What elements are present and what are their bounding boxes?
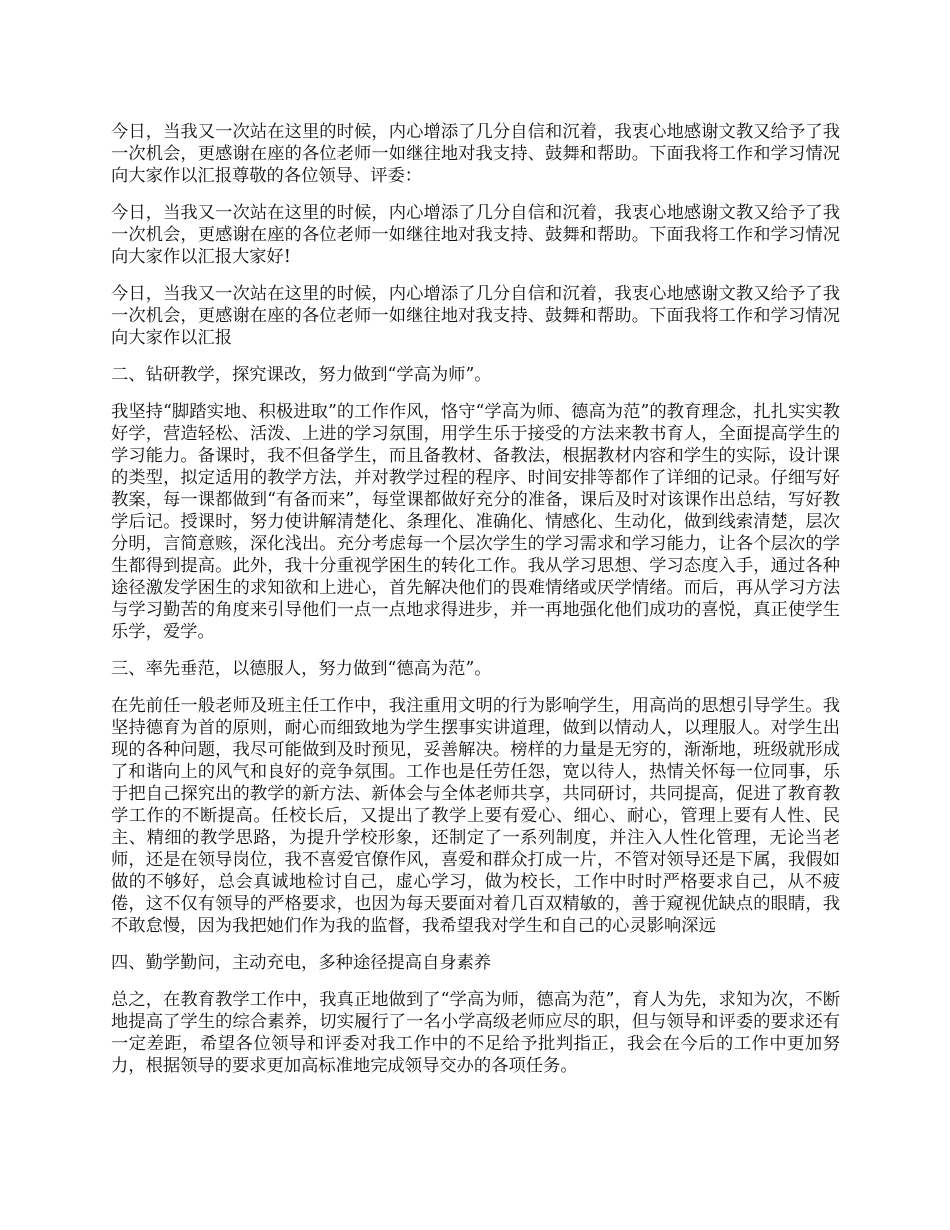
section-2-paragraph: 我坚持“脚踏实地、积极进取”的工作作风，恪守“学高为师、德高为范”的教育理念，扎扎实实教好学，营造轻松、活泼、上进的学习氛围，用学生乐于接受的方法来教书育人，全面提高学生的学习能力。备课时，我不但备学生，而且备教材、备教法，根据教材内容和学生的实际，设计课的类型，拟定适用的教学方法，并对教学过程的程序、时间安排等都作了详细的记录。仔细写好教案，每一课都做到“有备而来”，每堂课都做好充分的准备，课后及时对该课作出总结，写好教学后记。授课时，努力使讲解清楚化、条理化、准确化、情感化、生动化，做到线索清楚，层次分明，言简意赅，深化浅出。充分考虑每一个层次学生的学习需求和学习能力，让各个层次的学生都得到提高。此外，我十分重视学困生的转化工作。我从学习思想、学习态度入手，通过各种途径激发学困生的求知欲和上进心，首先解决他们的畏难情绪或厌学情绪。而后，再从学习方法与学习勤苦的角度来引导他们一点一点地求得进步，并一再地强化他们成功的喜悦，真正使学生乐学，爱学。 (111, 402, 840, 642)
opening-paragraph-3: 今日，当我又一次站在这里的时候，内心增添了几分自信和沉着，我衷心地感谢文教又给予了我一次机会，更感谢在座的各位老师一如继往地对我支持、鼓舞和帮助。下面我将工作和学习情况向大家作以汇报 (111, 284, 840, 348)
section-heading-3: 三、率先垂范，以德服人，努力做到“德高为范”。 (111, 659, 492, 679)
opening-paragraph-1: 今日，当我又一次站在这里的时候，内心增添了几分自信和沉着，我衷心地感谢文教又给予了我一次机会，更感谢在座的各位老师一如继往地对我支持、鼓舞和帮助。下面我将工作和学习情况向大家作以汇报尊敬的各位领导、评委： (111, 122, 840, 186)
document-body (111, 121, 840, 1092)
section-heading-2: 二、钻研教学，探究课改，努力做到“学高为师”。 (111, 365, 492, 385)
closing-paragraph: 总之，在教育教学工作中，我真正地做到了“学高为师，德高为范”，育人为先，求知为次，不断地提高了学生的综合素养，切实履行了一名小学高级老师应尽的职，但与领导和评委的要求还有一定差距，希望各位领导和评委对我工作中的不足给予批判指正，我会在今后的工作中更加努力，根据领导的要求更加高标准地完成领导交办的各项任务。 (111, 990, 840, 1076)
section-heading-4: 四、勤学勤问，主动充电，多种途径提高自身素养 (111, 953, 492, 973)
opening-paragraph-2: 今日，当我又一次站在这里的时候，内心增添了几分自信和沉着，我衷心地感谢文教又给予了我一次机会，更感谢在座的各位老师一如继往地对我支持、鼓舞和帮助。下面我将工作和学习情况向大家作以汇报大家好! (111, 203, 840, 267)
section-3-paragraph: 在先前任一般老师及班主任工作中，我注重用文明的行为影响学生，用高尚的思想引导学生。我坚持德育为首的原则，耐心而细致地为学生摆事实讲道理，做到以情动人，以理服人。对学生出现的各种问题，我尽可能做到及时预见，妥善解决。榜样的力量是无穷的，渐渐地，班级就形成了和谐向上的风气和良好的竞争氛围。工作也是任劳任怨，宽以待人，热情关怀每一位同事，乐于把自己探究出的教学的新方法、新体会与全体老师共享，共同研讨，共同提高，促进了教育教学工作的不断提高。任校长后，又提出了教学上要有爱心、细心、耐心，管理上要有人性、民主、精细的教学思路，为提升学校形象，还制定了一系列制度，并注入人性化管理，无论当老师，还是在领导岗位，我不喜爱官僚作风，喜爱和群众打成一片，不管对领导还是下属，我假如做的不够好，总会真诚地检讨自己，虚心学习，做为校长，工作中时时严格要求自己，从不疲倦，这不仅有领导的严格要求，也因为每天要面对着几百双精敏的，善于窥视优缺点的眼睛，我不敢怠慢，因为我把她们作为我的监督，我希望我对学生和自己的心灵影响深远 (111, 696, 840, 936)
